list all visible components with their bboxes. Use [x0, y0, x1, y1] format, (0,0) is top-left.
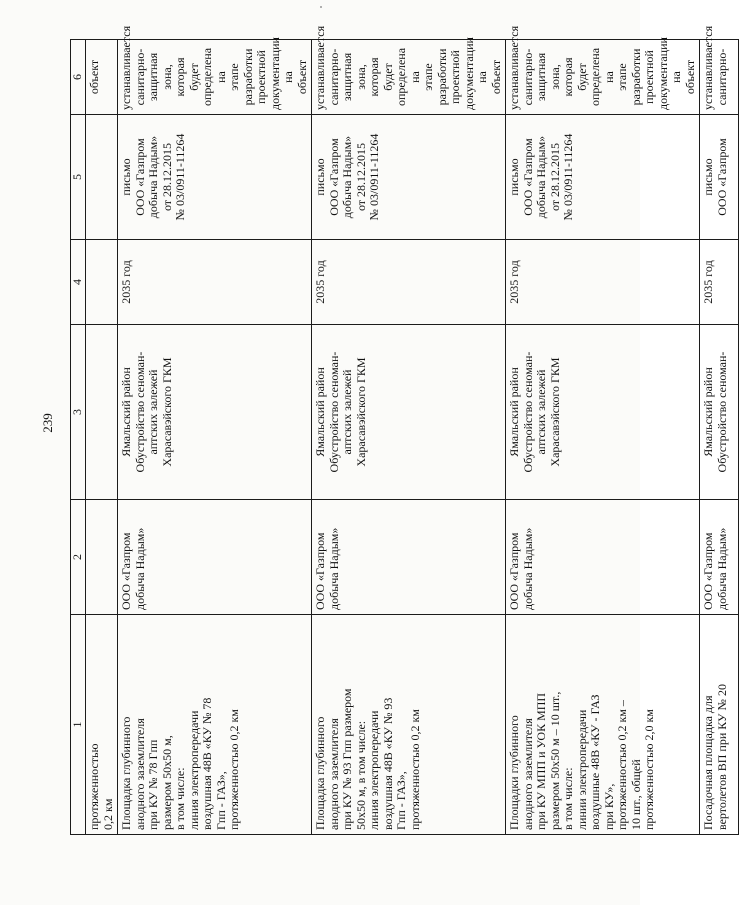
object-cell: Посадочная площадка для вертолетов ВП при КУ № 20 [700, 615, 739, 835]
year-cell: 2035 год [506, 240, 700, 325]
location-cell: Ямальский район Обустройство сеноман- аптских залежей Харасавэйского ГКМ [312, 325, 506, 500]
basis-cell: письмо ООО «Газпром добыча Надым» от 28.12.2015 № 03/0911-11264 [506, 115, 700, 240]
note-cell: устанавливается санитарно- защитная зона, которая будет определена на этапе разработки проектной документации на объект [506, 40, 700, 115]
table-row [86, 40, 118, 835]
table-row [506, 40, 700, 835]
basis-cell [86, 115, 118, 240]
table-row [700, 40, 739, 835]
basis-cell: письмо ООО «Газпром добыча Надым» от 28.12.2015 № 03/0911-11264 [118, 115, 312, 240]
location-cell: Ямальский район Обустройство сеноман- [700, 325, 739, 500]
owner-cell: ООО «Газпром добыча Надым» [118, 500, 312, 615]
owner-cell: ООО «Газпром добыча Надым» [312, 500, 506, 615]
scan-speck [320, 6, 322, 8]
location-cell: Ямальский район Обустройство сеноман- аптских залежей Харасавэйского ГКМ [506, 325, 700, 500]
year-cell [86, 240, 118, 325]
rotated-sheet [70, 25, 729, 835]
owner-cell: ООО «Газпром добыча Надым» [506, 500, 700, 615]
owner-cell: ООО «Газпром добыча Надым» [700, 500, 739, 615]
table-header-row [71, 40, 86, 835]
note-cell: устанавливается санитарно- [700, 40, 739, 115]
column-header: 4 [71, 240, 86, 325]
object-cell: Площадка глубинного анодного заземлителя при КУ № 78 Гпп размером 50х50 м, в том числе: линия электропередачи воздушная 48В «КУ № 78 Гпп - ГАЗ», протяженностью 0,2 км [118, 615, 312, 835]
object-cell: протяженностью 0,2 км [86, 615, 118, 835]
column-header: 2 [71, 500, 86, 615]
year-cell: 2035 год [700, 240, 739, 325]
column-header: 1 [71, 615, 86, 835]
column-header: 6 [71, 40, 86, 115]
note-cell: объект [86, 40, 118, 115]
location-cell: Ямальский район Обустройство сеноман- аптских залежей Харасавэйского ГКМ [118, 325, 312, 500]
table-row [312, 40, 506, 835]
note-cell: устанавливается санитарно- защитная зона, которая будет определена на этапе разработки проектной документации на объект [118, 40, 312, 115]
object-cell: Площадка глубинного анодного заземлителя при КУ № 93 Гпп размером 50х50 м, в том числе: линия электропередачи воздушная 48В «КУ № 93 Гпп - ГАЗ», протяженностью 0,2 км [312, 615, 506, 835]
year-cell: 2035 год [118, 240, 312, 325]
page-number: 239 [40, 413, 55, 433]
table-row [118, 40, 312, 835]
object-cell: Площадки глубинного анодного заземлителя при КУ МПП и УОК МПП размером 50х50 м – 10 шт., в том числе: линии электропередачи воздушные 48В «КУ - ГАЗ при КУ», протяженностью 0,2 км – 10 шт., общей протяженностью 2,0 км [506, 615, 700, 835]
column-header: 3 [71, 325, 86, 500]
year-cell: 2035 год [312, 240, 506, 325]
note-cell: устанавливается санитарно- защитная зона, которая будет определена на этапе разработки проектной документации на объект [312, 40, 506, 115]
column-header: 5 [71, 115, 86, 240]
owner-cell [86, 500, 118, 615]
data-table [70, 25, 739, 835]
location-cell [86, 325, 118, 500]
basis-cell: письмо ООО «Газпром добыча Надым» от 28.12.2015 № 03/0911-11264 [312, 115, 506, 240]
basis-cell: письмо ООО «Газпром [700, 115, 739, 240]
